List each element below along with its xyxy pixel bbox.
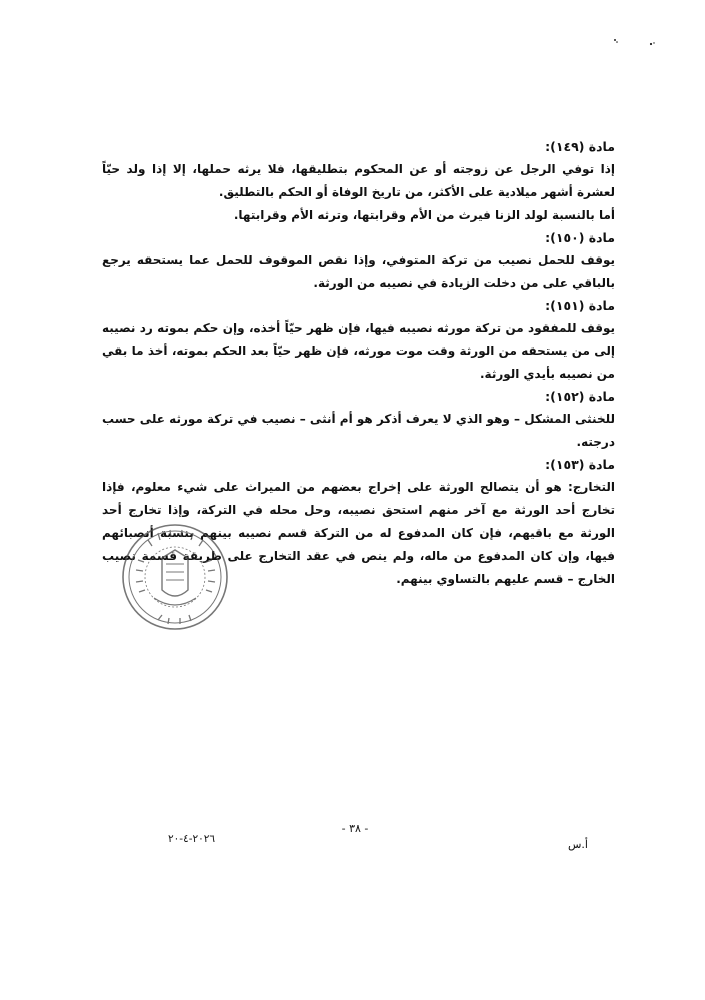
article-paragraph: إذا توفي الرجل عن زوجته أو عن المحكوم بتطليقها، فلا يرثه حملها، إلا إذا ولد حيّاً لعشرة أشهر ميلادية على الأكثر، من تاريخ الوفاة أو الحكم بالتطليق. bbox=[102, 162, 615, 199]
article-heading: مادة (١٤٩): bbox=[545, 139, 615, 154]
article-paragraph: التخارج: هو أن يتصالح الورثة على إخراج بعضهم من الميراث على شيء معلوم، فإذا تخارج أحد الورثة مع آخر منهم استحق نصيبه، وحل محله في التركة، وإذا تخارج أحد الورثة مع باقيهم، فإن كان المدفوع له من التركة قسم نصيبه بينهم بنسبة أنصبائهم فيها، وإن كان المدفوع من ماله، ولم ينص في عقد التخارج على طريقة قسمة نصيب الخارج – قسم عليهم بالتساوي بينهم. bbox=[102, 480, 615, 586]
article-paragraph: يوقف للمفقود من تركة مورثه نصيبه فيها، فإن ظهر حيّاً أخذه، وإن حكم بموته رد نصيبه إلى من يستحقه من الورثة وقت موت مورثه، فإن ظهر حيّاً بعد الحكم بموته، أخذ ما بقي من نصيبه بأيدي الورثة. bbox=[102, 321, 615, 381]
official-seal-icon bbox=[118, 520, 233, 635]
article-text bbox=[102, 158, 615, 227]
article-paragraph: للخنثى المشكل – وهو الذي لا يعرف أذكر هو أم أنثى – نصيب في تركة مورثه على حسب درجته. bbox=[102, 412, 615, 449]
article-heading: مادة (١٥١): bbox=[545, 298, 615, 313]
footer-initials: أ.س bbox=[568, 838, 588, 851]
article-text bbox=[102, 249, 615, 295]
article-149 bbox=[102, 136, 615, 227]
article-151 bbox=[102, 295, 615, 386]
article-paragraph: يوقف للحمل نصيب من تركة المتوفي، وإذا نقص الموقوف للحمل عما يستحقه يرجع بالباقي على من دخلت الزيادة في نصيبه من الورثة. bbox=[102, 253, 615, 290]
article-text bbox=[102, 317, 615, 386]
scan-specks bbox=[605, 32, 665, 52]
article-150 bbox=[102, 227, 615, 295]
article-paragraph: أما بالنسبة لولد الزنا فيرث من الأم وقرابتها، وترثه الأم وقرابتها. bbox=[233, 208, 615, 222]
article-text bbox=[102, 408, 615, 454]
page-number: - ٣٨ - bbox=[341, 822, 369, 835]
article-heading: مادة (١٥٣): bbox=[545, 457, 615, 472]
article-152 bbox=[102, 386, 615, 454]
article-heading: مادة (١٥٢): bbox=[545, 389, 615, 404]
article-heading: مادة (١٥٠): bbox=[545, 230, 615, 245]
footer-date: ٢٠٢٦-٤-٢٠ bbox=[168, 833, 216, 845]
